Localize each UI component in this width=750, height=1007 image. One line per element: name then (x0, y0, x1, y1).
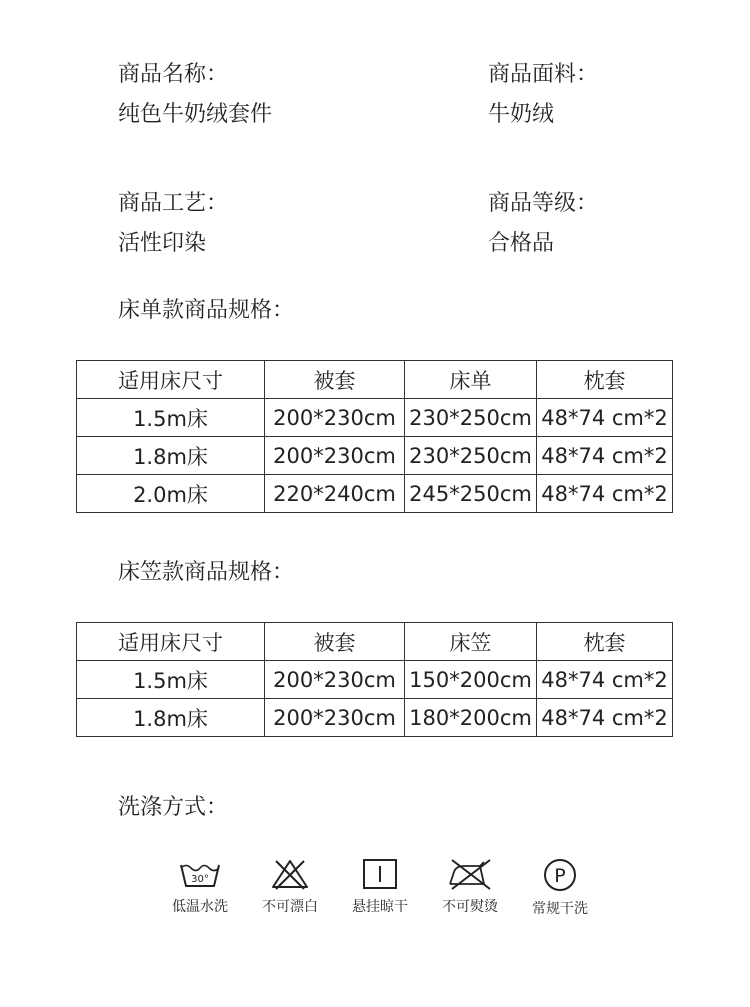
table-row (77, 437, 673, 475)
table-cell: 230*250cm (405, 399, 537, 437)
product-craft-label: 商品工艺： (118, 191, 229, 216)
table-cell: 200*230cm (265, 661, 405, 699)
header-bed-sheet: 床单 (405, 361, 537, 399)
table-header-row (77, 623, 673, 661)
wash-label: 不可熨烫 (442, 899, 498, 915)
dry-clean-icon (540, 858, 580, 892)
table-row (77, 475, 673, 513)
wash-label: 悬挂晾干 (352, 899, 408, 915)
table-cell: 200*230cm (265, 699, 405, 737)
product-fabric-label: 商品面料： (488, 62, 599, 87)
table-cell: 2.0m床 (77, 475, 265, 513)
wash-temp-text: 30° (191, 874, 209, 885)
product-name-label: 商品名称： (118, 62, 229, 87)
table-cell: 48*74 cm*2 (537, 437, 673, 475)
table-cell: 220*240cm (265, 475, 405, 513)
table-cell: 180*200cm (405, 699, 537, 737)
table-cell: 48*74 cm*2 (537, 699, 673, 737)
product-craft-block (118, 189, 228, 259)
table-row (77, 399, 673, 437)
header-bed-size: 适用床尺寸 (77, 361, 265, 399)
table-cell: 230*250cm (405, 437, 537, 475)
table-cell: 200*230cm (265, 437, 405, 475)
fitted-spec-title: 床笠款商品规格： (118, 560, 295, 585)
wash-item-hang-dry (340, 858, 420, 918)
wash-item-low-temp (160, 858, 240, 918)
hang-dry-icon (360, 858, 400, 890)
header-duvet-cover: 被套 (265, 361, 405, 399)
wash-30-icon (178, 858, 222, 890)
no-iron-icon (446, 858, 494, 890)
product-name-value: 纯色牛奶绒套件 (118, 102, 273, 127)
no-bleach-icon (270, 858, 310, 890)
product-fabric-value: 牛奶绒 (488, 102, 555, 127)
product-grade-block (488, 189, 598, 259)
table-cell: 48*74 cm*2 (537, 399, 673, 437)
sheet-spec-title: 床单款商品规格： (118, 298, 295, 323)
wash-label: 常规干洗 (532, 901, 588, 917)
table-cell: 1.8m床 (77, 699, 265, 737)
product-fabric-block (488, 60, 598, 130)
wash-item-no-iron (430, 858, 510, 918)
wash-label: 不可漂白 (262, 899, 318, 915)
dry-clean-letter: P (554, 865, 566, 887)
header-bed-size: 适用床尺寸 (77, 623, 265, 661)
table-row (77, 699, 673, 737)
wash-method-title: 洗涤方式： (118, 795, 229, 820)
wash-item-no-bleach (250, 858, 330, 918)
table-cell: 1.8m床 (77, 437, 265, 475)
wash-item-dry-clean (520, 858, 600, 918)
product-grade-label: 商品等级： (488, 191, 599, 216)
product-name-block (118, 60, 272, 130)
header-fitted-sheet: 床笠 (405, 623, 537, 661)
table-cell: 1.5m床 (77, 661, 265, 699)
table-cell: 200*230cm (265, 399, 405, 437)
table-row (77, 661, 673, 699)
header-duvet-cover: 被套 (265, 623, 405, 661)
table-cell: 150*200cm (405, 661, 537, 699)
header-pillowcase: 枕套 (537, 623, 673, 661)
fitted-spec-table (76, 622, 673, 737)
table-cell: 1.5m床 (77, 399, 265, 437)
wash-icons-row (160, 858, 600, 918)
header-pillowcase: 枕套 (537, 361, 673, 399)
table-cell: 48*74 cm*2 (537, 475, 673, 513)
wash-label: 低温水洗 (172, 899, 228, 915)
sheet-spec-table (76, 360, 673, 513)
table-cell: 48*74 cm*2 (537, 661, 673, 699)
product-craft-value: 活性印染 (118, 231, 207, 256)
table-cell: 245*250cm (405, 475, 537, 513)
product-grade-value: 合格品 (488, 231, 555, 256)
table-header-row (77, 361, 673, 399)
